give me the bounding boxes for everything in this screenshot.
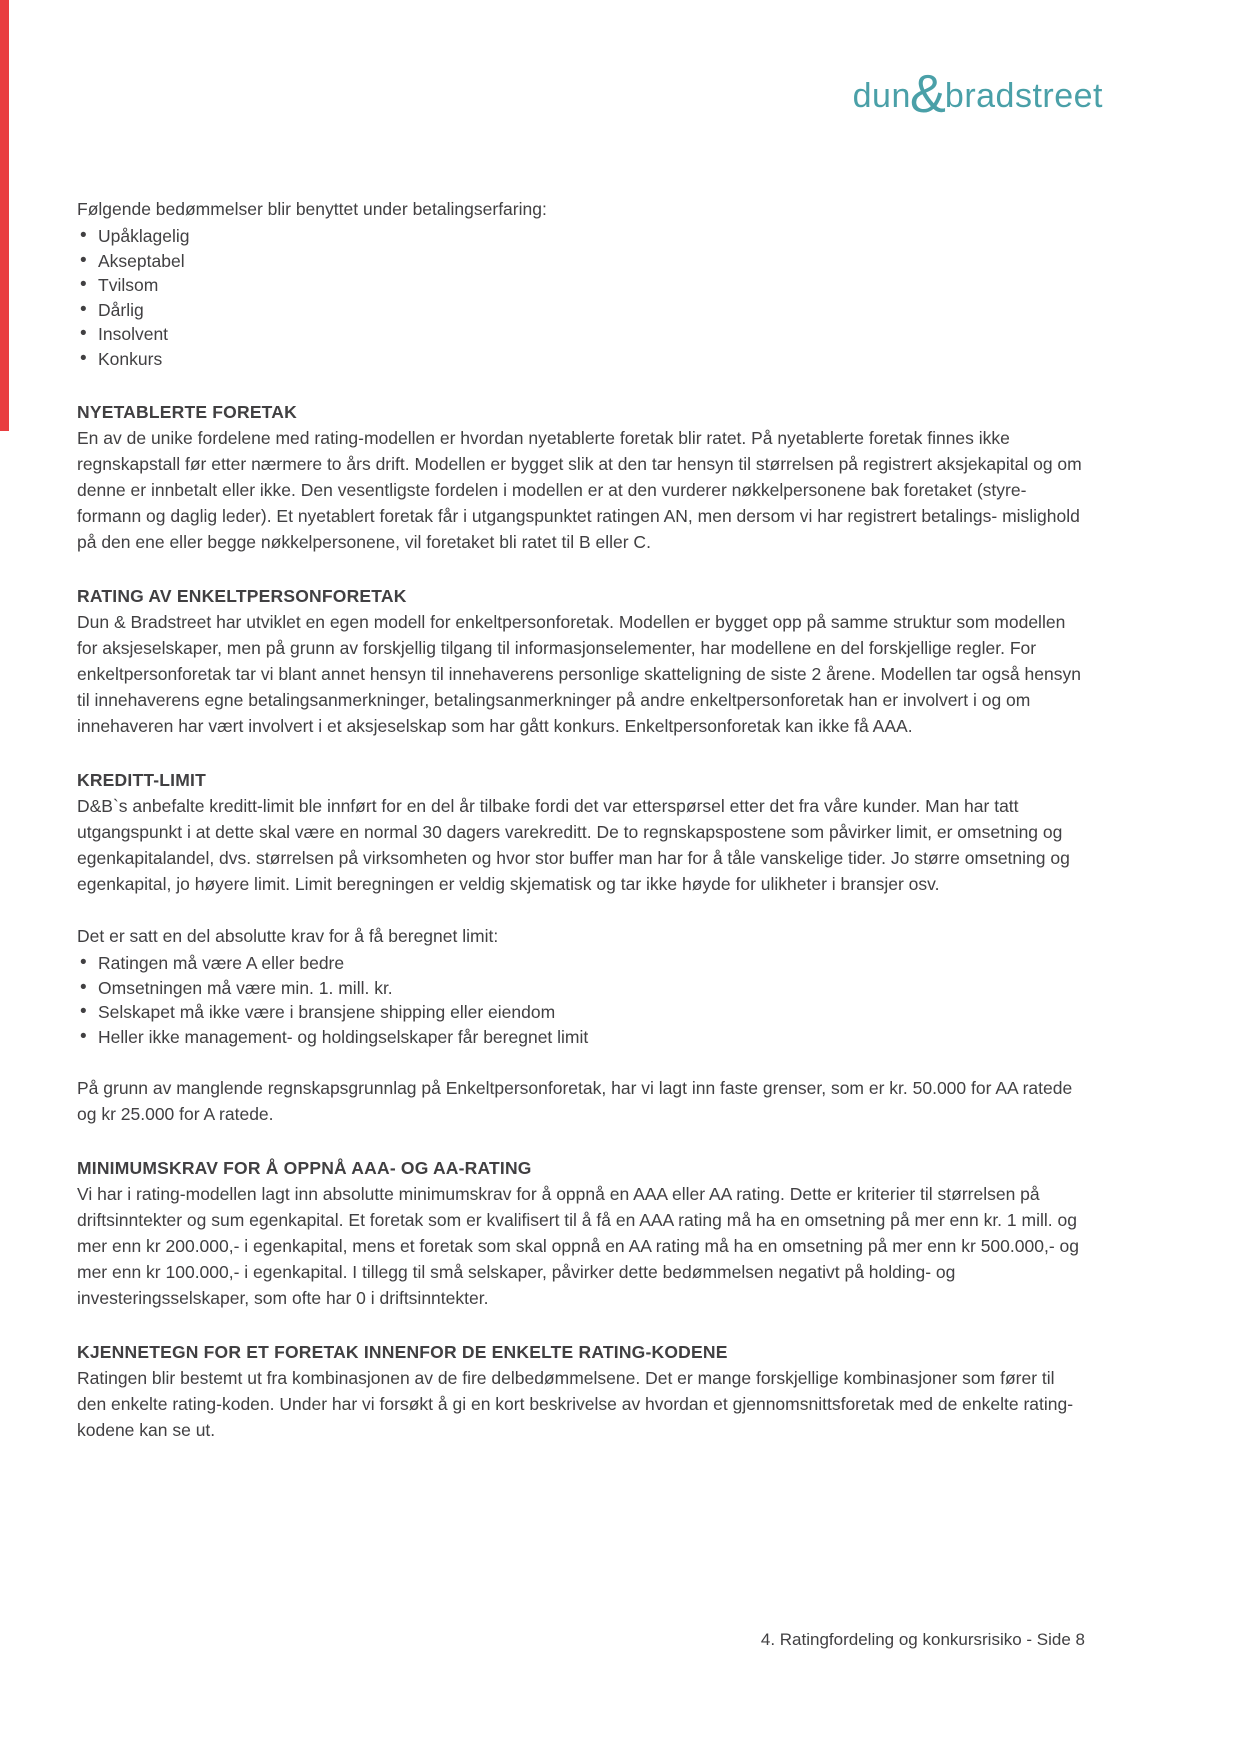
page-footer: 4. Ratingfordeling og konkursrisiko - Side 8 (760, 1630, 1085, 1649)
intro-bullet-list (77, 224, 1085, 371)
krav-bullet-list (77, 951, 1085, 1049)
section-paragraph: En av de unike fordelene med rating-modellen er hvordan nyetablerte foretak blir ratet. På nyetablerte foretak finnes ikke regnskapstall før etter nærmere to års drift. Modellen er bygget slik at den tar hensyn til størrelsen på registrert aksjekapital og om denne er innbetalt eller ikke. Den vesentligste fordelen i modellen er at den vurderer nøkkelpersonene bak foretaket (styre- formann og daglig leder). Et nyetablert foretak får i utgangspunktet ratingen AN, men dersom vi har registrert betalings- mislighold på den ene eller begge nøkkelpersonene, vil foretaket bli ratet til B eller C. (77, 428, 1082, 552)
section-kreditt-limit (77, 767, 1085, 1127)
list-item: • Heller ikke management- og holdingselskaper får beregnet limit (77, 1025, 1085, 1050)
section-heading: RATING AV ENKELTPERSONFORETAK (77, 586, 407, 606)
list-item: • Upåklagelig (77, 224, 1085, 249)
section-nyetablerte-foretak (77, 399, 1085, 555)
section-heading: MINIMUMSKRAV FOR Å OPPNÅ AAA- OG AA-RATING (77, 1158, 532, 1178)
list-item: • Ratingen må være A eller bedre (77, 951, 1085, 976)
section-heading: NYETABLERTE FORETAK (77, 402, 297, 422)
list-item: • Insolvent (77, 322, 1085, 347)
section-rating-enkeltpersonforetak (77, 583, 1085, 739)
section-heading: KREDITT-LIMIT (77, 770, 206, 790)
list-item: • Tvilsom (77, 273, 1085, 298)
list-item: • Selskapet må ikke være i bransjene shipping eller eiendom (77, 1000, 1085, 1025)
document-body (77, 196, 1085, 1443)
logo-text-bradstreet: bradstreet (944, 77, 1103, 115)
list-item: • Dårlig (77, 298, 1085, 323)
section-paragraph: Vi har i rating-modellen lagt inn absolutte minimumskrav for å oppnå en AAA eller AA rating. Dette er kriterier til størrelsen på driftsinntekter og sum egenkapital. Et foretak som er kvalifisert til å få en AAA rating må ha en omsetning på mer enn kr. 1 mill. og mer enn kr 200.000,- i egenkapital, mens et foretak som skal oppnå en AA rating må ha en omsetning på mer enn kr 500.000,- og mer enn kr 100.000,- i egenkapital. I tillegg til små selskaper, påvirker dette bedømmelsen negativt på holding- og investeringsselskaper, som ofte har 0 i driftsinntekter. (77, 1184, 1079, 1308)
list-item: • Omsetningen må være min. 1. mill. kr. (77, 976, 1085, 1001)
section-kjennetegn (77, 1339, 1085, 1443)
list-item: • Akseptabel (77, 249, 1085, 274)
section-paragraph: Ratingen blir bestemt ut fra kombinasjonen av de fire delbedømmelsene. Det er mange forskjellige kombinasjoner som fører til den enkelte rating-koden. Under har vi forsøkt å gi en kort beskrivelse av hvordan et gjennomsnittsforetak med de enkelte rating-kodene kan se ut. (77, 1368, 1074, 1440)
section-minimumskrav (77, 1155, 1085, 1311)
logo-text-dun: dun (852, 77, 911, 115)
krav-lead: Det er satt en del absolutte krav for å få beregnet limit: (77, 926, 499, 946)
section-paragraph: Dun & Bradstreet har utviklet en egen modell for enkeltpersonforetak. Modellen er bygget opp på samme struktur som modellen for aksjeselskaper, men på grunn av forskjellig tilgang til informasjonselementer, har modellene en del forskjellige regler. For enkeltpersonforetak tar vi blant annet hensyn til innehaverens personlige skatteligning de siste 2 årene. Modellen tar også hensyn til innehaverens egne betalingsanmerkninger, betalingsanmerkninger på andre enkeltpersonforetak han er involvert i og om innehaveren har vært involvert i et aksjeselskap som har gått konkurs. Enkeltpersonforetak kan ikke få AAA. (77, 612, 1081, 736)
dun-bradstreet-logo (852, 62, 1103, 124)
section-paragraph: D&B`s anbefalte kreditt-limit ble innført for en del år tilbake fordi det var etterspørsel etter det fra våre kunder. Man har tatt utgangspunkt i at dette skal være en normal 30 dagers varekreditt. De to regnskapspostene som påvirker limit, er omsetning og egenkapitalandel, dvs. størrelsen på virksomheten og hvor stor buffer man har for å tåle vanskelige tider. Jo større omsetning og egenkapital, jo høyere limit. Limit beregningen er veldig skjematisk og tar ikke høyde for ulikheter i bransjer osv. (77, 796, 1070, 894)
red-accent-bar (0, 0, 9, 431)
intro-lead: Følgende bedømmelser blir benyttet under betalingserfaring: (77, 199, 547, 219)
list-item: • Konkurs (77, 347, 1085, 372)
logo-ampersand-icon: & (909, 64, 946, 124)
kreditt-limit-after: På grunn av manglende regnskapsgrunnlag på Enkeltpersonforetak, har vi lagt inn faste grenser, som er kr. 50.000 for AA ratede og kr 25.000 for A ratede. (77, 1078, 1073, 1124)
kreditt-limit-krav (77, 923, 1085, 1049)
section-heading: KJENNETEGN FOR ET FORETAK INNENFOR DE ENKELTE RATING-KODENE (77, 1342, 728, 1362)
